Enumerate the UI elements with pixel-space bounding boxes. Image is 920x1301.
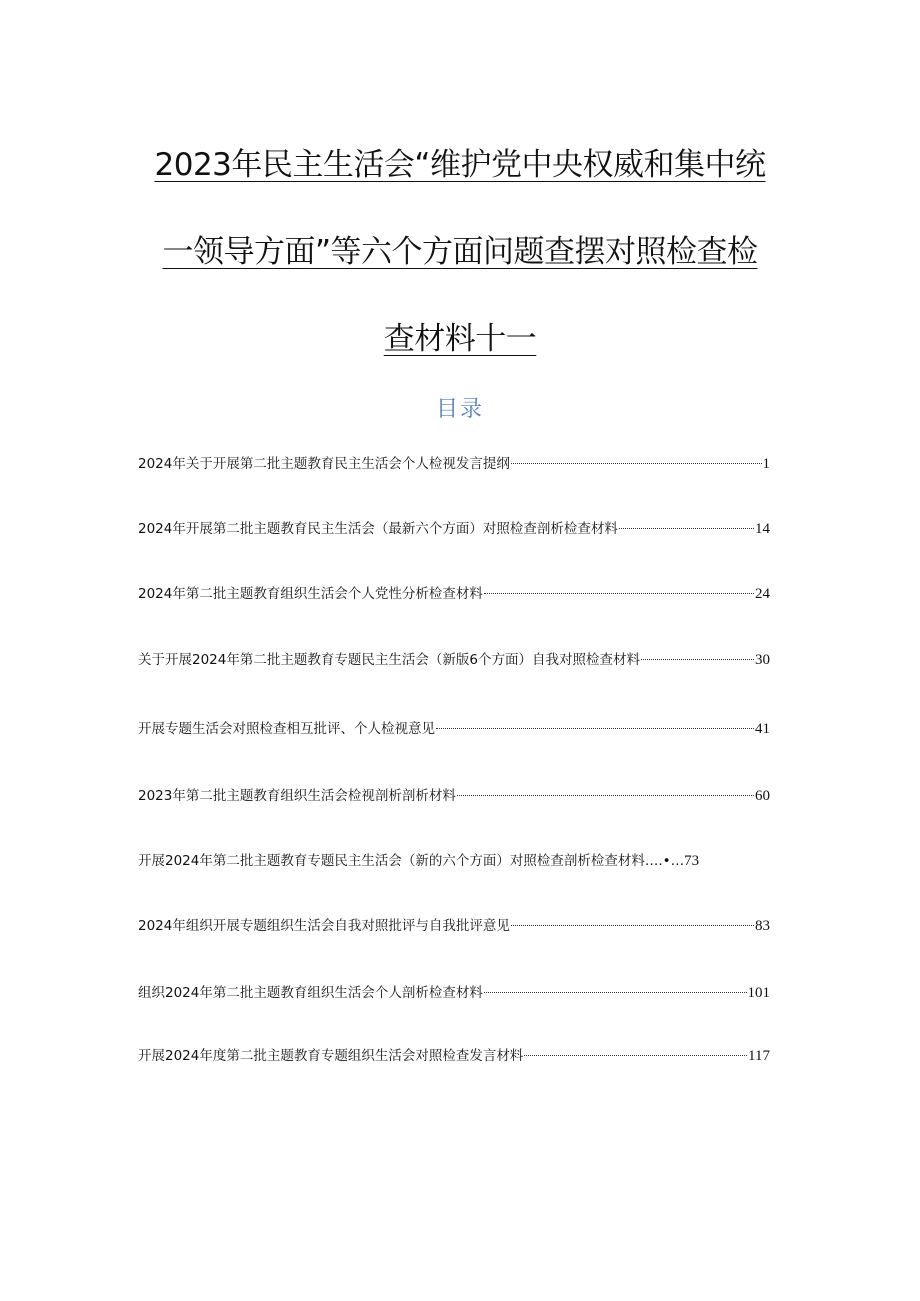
document-title-line-3: 查材料十一 <box>383 321 537 357</box>
toc-entry-page: 14 <box>755 521 770 537</box>
toc-entry-page: 60 <box>755 788 770 804</box>
toc-entry-3[interactable] <box>138 583 770 605</box>
toc-entry-page: 1 <box>762 456 770 472</box>
toc-dot-leader <box>511 925 754 926</box>
toc-entry-page: 83 <box>755 918 770 934</box>
toc-entry-label: 2024年关于开展第二批主题教育民主生活会个人检视发言提纲 <box>138 456 510 472</box>
toc-entry-10[interactable] <box>138 1045 770 1067</box>
toc-dot-leader <box>484 593 754 594</box>
toc-entry-8[interactable] <box>138 915 770 937</box>
toc-entry-page: 117 <box>748 1048 770 1064</box>
toc-entry-9[interactable] <box>138 982 770 1004</box>
toc-entry-label: 组织2024年第二批主题教育组织生活会个人剖析检查材料 <box>138 985 483 1001</box>
toc-entry-page: 73 <box>684 853 700 869</box>
toc-dot-leader <box>511 463 762 464</box>
toc-entry-label: 2024年开展第二批主题教育民主生活会（最新六个方面）对照检查剖析检查材料 <box>138 521 618 537</box>
toc-entry-page: 30 <box>755 652 770 668</box>
toc-entry-5[interactable] <box>138 718 770 740</box>
toc-entry-6[interactable] <box>138 785 770 807</box>
toc-entry-7[interactable] <box>138 850 770 872</box>
toc-entry-label: 开展专题生活会对照检查相互批评、个人检视意见 <box>138 721 435 737</box>
toc-entry-1[interactable] <box>138 453 770 475</box>
toc-entry-page: 41 <box>755 721 770 737</box>
toc-entry-2[interactable] <box>138 518 770 540</box>
toc-dot-leader <box>619 528 754 529</box>
toc-dot-leader <box>436 728 754 729</box>
toc-heading: 目录 <box>435 397 484 422</box>
toc-entry-page: 101 <box>747 985 770 1001</box>
toc-dot-leader <box>484 992 747 993</box>
toc-entry-4[interactable] <box>138 649 770 671</box>
toc-entry-label: 关于开展2024年第二批主题教育专题民主生活会（新版6个方面）自我对照检查材料 <box>138 652 640 668</box>
toc-entry-label: 开展2024年第二批主题教育专题民主生活会（新的六个方面）对照检查剖析检查材料….•… <box>138 853 685 869</box>
toc-dot-leader <box>524 1055 747 1056</box>
document-title-line-2: 一领导方面”等六个方面问题查摆对照检查检 <box>162 234 758 270</box>
toc-entry-label: 2023年第二批主题教育组织生活会检视剖析剖析材料 <box>138 788 456 804</box>
toc-entry-page: 24 <box>755 586 770 602</box>
toc-entry-label: 2024年第二批主题教育组织生活会个人党性分析检查材料 <box>138 586 483 602</box>
toc-entry-label: 2024年组织开展专题组织生活会自我对照批评与自我批评意见 <box>138 918 510 934</box>
toc-entry-label: 开展2024年度第二批主题教育专题组织生活会对照检查发言材料 <box>138 1048 524 1064</box>
toc-dot-leader <box>457 795 754 796</box>
toc-dot-leader <box>641 659 754 660</box>
document-title-line-1: 2023年民主生活会“维护党中央权威和集中统 <box>154 147 766 183</box>
document-title <box>120 122 800 383</box>
